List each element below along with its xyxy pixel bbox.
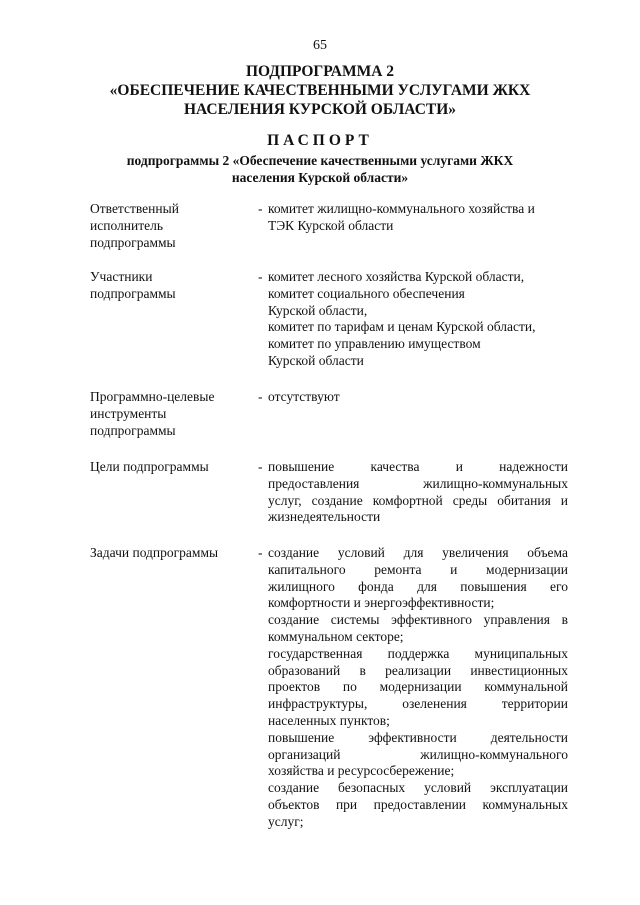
content-line: комфортности и энергоэффективности; bbox=[268, 595, 495, 611]
row-content bbox=[268, 389, 568, 406]
label-line: подпрограммы bbox=[90, 422, 176, 438]
content-line: образований в реализации инвестиционных bbox=[268, 662, 568, 678]
label-line: подпрограммы bbox=[90, 234, 176, 250]
row-label bbox=[90, 459, 250, 476]
content-line: комитет социального обеспечения bbox=[268, 285, 465, 301]
content-line: хозяйства и ресурсосбережение; bbox=[268, 763, 455, 779]
content-line: инфраструктуры, озеленения территории bbox=[268, 696, 568, 712]
content-line: услуг; bbox=[268, 813, 304, 829]
content-line: услуг, создание комфортной среды обитания и bbox=[268, 492, 568, 508]
content-line: отсутствуют bbox=[268, 389, 340, 404]
content-line: государственная поддержка муниципальных bbox=[268, 645, 568, 661]
content-line: создание системы эффективного управления в bbox=[268, 612, 568, 628]
label-line: Цели подпрограммы bbox=[90, 459, 209, 474]
content-line: проектов по модернизации коммунальной bbox=[268, 679, 568, 695]
content-line: повышение качества и надежности bbox=[268, 459, 568, 474]
passport-subtitle-line-1: подпрограммы 2 «Обеспечение качественными услугами ЖКХ bbox=[126, 153, 514, 168]
subprogram-title bbox=[0, 62, 640, 119]
content-line: жизнедеятельности bbox=[268, 509, 381, 525]
label-line: исполнитель bbox=[90, 217, 163, 233]
content-line: Курской области bbox=[268, 352, 364, 368]
label-line: инструменты bbox=[90, 405, 167, 421]
row-content bbox=[268, 201, 568, 235]
content-line: повышение эффективности деятельности bbox=[268, 729, 568, 745]
title-line-3: НАСЕЛЕНИЯ КУРСКОЙ ОБЛАСТИ» bbox=[183, 101, 457, 118]
row-dash: - bbox=[258, 389, 263, 404]
row-dash: - bbox=[258, 201, 263, 216]
row-dash: - bbox=[258, 545, 263, 560]
content-line: объектов при предоставлении коммунальных bbox=[268, 796, 568, 812]
content-line: жилищного фонда для повышения его bbox=[268, 578, 568, 594]
content-line: создание безопасных условий эксплуатации bbox=[268, 780, 568, 796]
passport-subtitle-line-2: населения Курской области» bbox=[231, 170, 409, 185]
label-line: Программно-целевые bbox=[90, 389, 215, 404]
label-line: Ответственный bbox=[90, 201, 179, 216]
title-line-1: ПОДПРОГРАММА 2 bbox=[245, 63, 395, 80]
row-dash: - bbox=[258, 269, 263, 284]
row-content bbox=[268, 545, 568, 831]
row-dash: - bbox=[258, 459, 263, 474]
label-line: Участники bbox=[90, 269, 153, 284]
row-content bbox=[268, 459, 568, 526]
content-line: комитет жилищно-коммунального хозяйства и bbox=[268, 201, 535, 216]
title-line-2: «ОБЕСПЕЧЕНИЕ КАЧЕСТВЕННЫМИ УСЛУГАМИ ЖКХ bbox=[109, 82, 531, 99]
label-line: подпрограммы bbox=[90, 285, 176, 301]
page-number: 65 bbox=[313, 38, 327, 53]
passport-subtitle bbox=[0, 152, 640, 186]
content-line: ТЭК Курской области bbox=[268, 217, 394, 233]
content-line: комитет по тарифам и ценам Курской области, bbox=[268, 319, 536, 335]
content-line: Курской области, bbox=[268, 302, 368, 318]
content-line: коммунальном секторе; bbox=[268, 628, 404, 644]
row-label bbox=[90, 269, 250, 303]
row-label bbox=[90, 201, 250, 251]
row-content bbox=[268, 269, 568, 370]
content-line: капитального ремонта и модернизации bbox=[268, 561, 568, 577]
content-line: создание условий для увеличения объема bbox=[268, 545, 568, 560]
content-line: комитет лесного хозяйства Курской области, bbox=[268, 269, 525, 284]
content-line: комитет по управлению имуществом bbox=[268, 336, 481, 352]
row-label bbox=[90, 389, 250, 439]
row-label bbox=[90, 545, 250, 562]
label-line: Задачи подпрограммы bbox=[90, 545, 219, 560]
content-line: населенных пунктов; bbox=[268, 712, 390, 728]
content-line: предоставления жилищно-коммунальных bbox=[268, 475, 568, 491]
content-line: организаций жилищно-коммунального bbox=[268, 746, 568, 762]
passport-heading: ПАСПОРТ bbox=[267, 132, 373, 149]
